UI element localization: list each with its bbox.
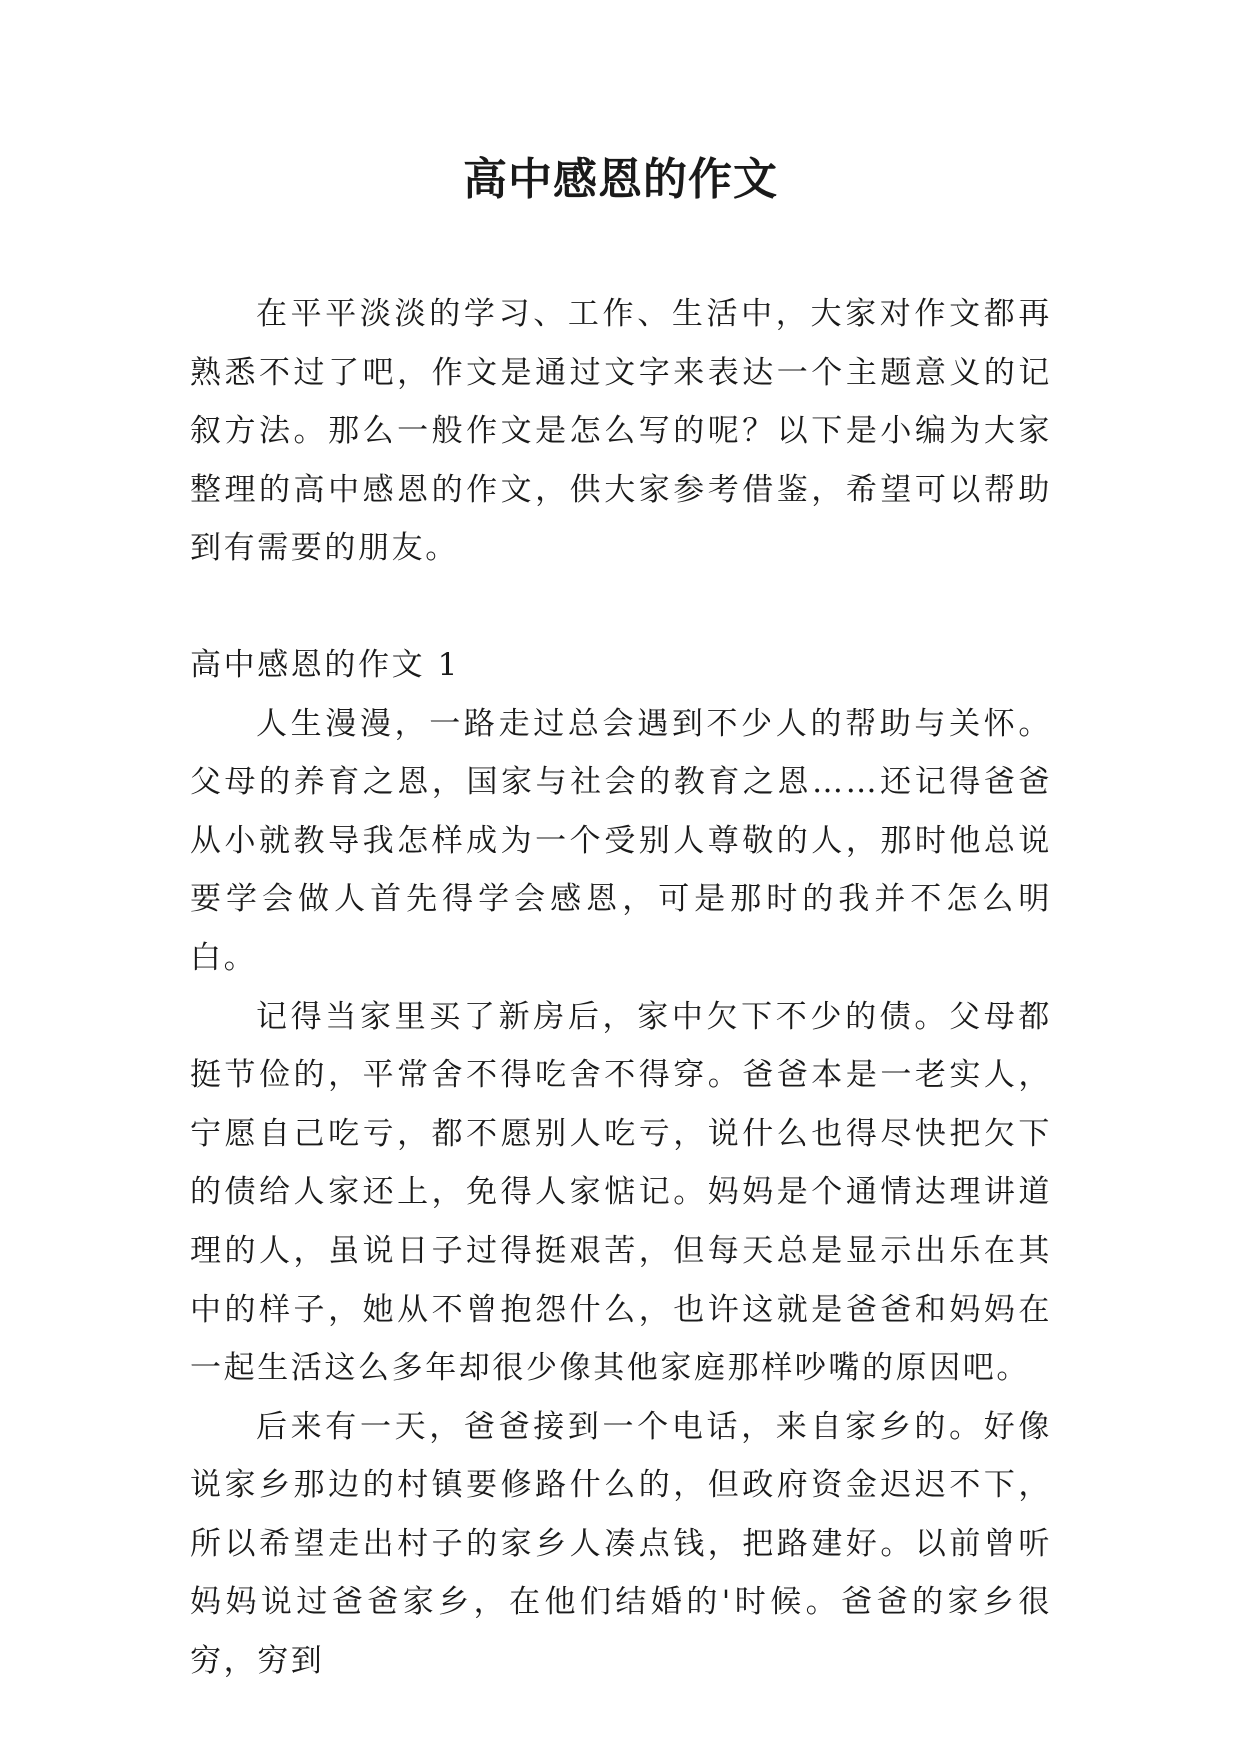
document-body bbox=[190, 285, 1052, 1691]
body-paragraph-3: 后来有一天，爸爸接到一个电话，来自家乡的。好像说家乡那边的村镇要修路什么的，但政府资金迟迟不下，所以希望走出村子的家乡人凑点钱，把路建好。以前曾听妈妈说过爸爸家乡，在他们结婚的'时候。爸爸的家乡很穷，穷到 bbox=[190, 1408, 1052, 1680]
body-paragraph-1: 人生漫漫，一路走过总会遇到不少人的帮助与关怀。父母的养育之恩，国家与社会的教育之恩……还记得爸爸从小就教导我怎样成为一个受别人尊敬的人，那时他总说要学会做人首先得学会感恩，可是那时的我并不怎么明白。 bbox=[190, 705, 1052, 976]
section-heading: 高中感恩的作文 1 bbox=[190, 646, 460, 683]
document-title: 高中感恩的作文 bbox=[463, 154, 778, 205]
body-paragraph-2: 记得当家里买了新房后，家中欠下不少的债。父母都挺节俭的，平常舍不得吃舍不得穿。爸爸本是一老实人，宁愿自己吃亏，都不愿别人吃亏，说什么也得尽快把欠下的债给人家还上，免得人家惦记。妈妈是个通情达理讲道理的人，虽说日子过得挺艰苦，但每天总是显示出乐在其中的样子，她从不曾抱怨什么，也许这就是爸爸和妈妈在一起生活这么多年却很少像其他家庭那样吵嘴的原因吧。 bbox=[190, 998, 1052, 1387]
intro-paragraph: 在平平淡淡的学习、工作、生活中，大家对作文都再熟悉不过了吧，作文是通过文字来表达一个主题意义的记叙方法。那么一般作文是怎么写的呢？以下是小编为大家整理的高中感恩的作文，供大家参考借鉴，希望可以帮助到有需要的朋友。 bbox=[190, 296, 1052, 567]
